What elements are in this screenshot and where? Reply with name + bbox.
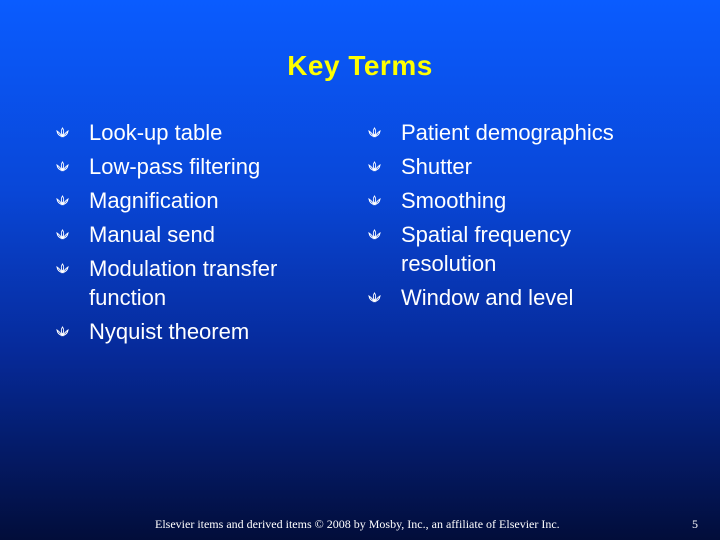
lotus-bullet-icon <box>368 161 381 172</box>
lotus-bullet-icon <box>368 229 381 240</box>
lotus-bullet-icon <box>368 127 381 138</box>
term-text: Magnification <box>89 188 219 213</box>
list-item <box>56 152 326 181</box>
list-item <box>56 118 326 147</box>
left-term-list <box>56 118 326 351</box>
lotus-bullet-icon <box>56 161 69 172</box>
list-item <box>56 254 326 312</box>
list-item <box>368 118 668 147</box>
term-text: Manual send <box>89 222 215 247</box>
slide-title: Key Terms <box>287 50 433 81</box>
lotus-bullet-icon <box>56 195 69 206</box>
list-item <box>56 220 326 249</box>
lotus-bullet-icon <box>56 127 69 138</box>
term-text: Low-pass filtering <box>89 154 261 179</box>
right-term-list <box>368 118 668 317</box>
list-item <box>368 152 668 181</box>
list-item <box>56 317 326 346</box>
term-text: Smoothing <box>401 188 507 213</box>
term-text: Nyquist theorem <box>89 319 250 344</box>
lotus-bullet-icon <box>56 326 69 337</box>
lotus-bullet-icon <box>368 195 381 206</box>
lotus-bullet-icon <box>368 292 381 303</box>
lotus-bullet-icon <box>56 263 69 274</box>
lotus-bullet-icon <box>56 229 69 240</box>
list-item <box>368 220 668 278</box>
term-text: Look-up table <box>89 120 223 145</box>
term-text: Patient demographics <box>401 120 614 145</box>
copyright-footer: Elsevier items and derived items © 2008 by Mosby, Inc., an affiliate of Elsevier Inc. <box>155 517 560 531</box>
term-text: Window and level <box>401 285 574 310</box>
list-item <box>368 186 668 215</box>
list-item <box>56 186 326 215</box>
page-number: 5 <box>692 517 698 531</box>
term-text: Spatial frequency resolution <box>401 222 571 276</box>
term-text: Shutter <box>401 154 472 179</box>
list-item <box>368 283 668 312</box>
term-text: Modulation transfer function <box>89 256 278 310</box>
